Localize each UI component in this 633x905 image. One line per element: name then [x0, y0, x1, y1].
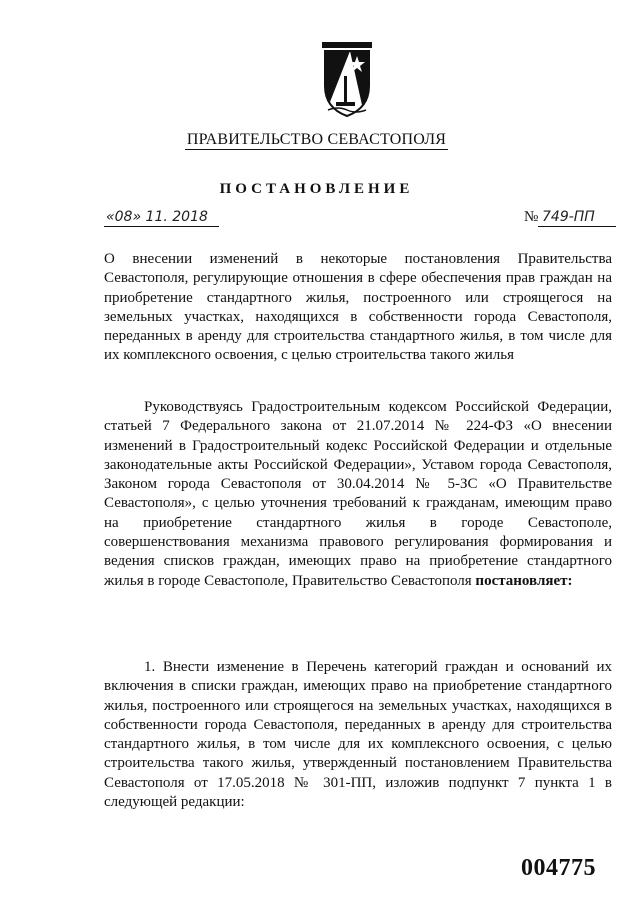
document-date	[104, 209, 219, 229]
document-subject: О внесении изменений в некоторые постановления Правительства Севастополя, регулирующие отношения в сфере обеспечения прав граждан на приобретение стандартного жилья, построенного или строящегося на земельных участках, находящихся в собственности города Севастополя, переданных в аренду для строительства стандартного жилья, в том числе для их комплексного освоения, с целью строительства такого жилья	[104, 251, 612, 364]
handwritten-date: «08» 11. 2018	[106, 209, 208, 225]
government-title: ПРАВИТЕЛЬСТВО СЕВАСТОПОЛЯ	[186, 131, 447, 148]
item-paragraph-1: 1. Внести изменение в Перечень категорий граждан и оснований их включения в списки граждан, имеющих право на приобретение стандартного жилья, построенного или строящегося на земельных участках, находящихся в собственности города Севастополя, переданных в аренду для строительства стандартного жилья, в том числе для их комплексного освоения, с целью строительства такого жилья, утвержденный постановлением Правительства Севастополя от 17.05.2018 № 301-ПП, изложив подпункт 7 пункта 1 в следующей редакции:	[104, 659, 612, 811]
handwritten-number: 749-ПП	[542, 209, 595, 225]
sevastopol-coat-of-arms-emblem	[322, 42, 372, 118]
serial-number: 004775	[521, 855, 596, 881]
resolves-word: постановляет:	[475, 572, 573, 589]
document-type-heading: ПОСТАНОВЛЕНИЕ	[219, 181, 414, 197]
document-number	[524, 209, 616, 229]
preamble-paragraph	[104, 398, 612, 591]
number-sign: №	[524, 209, 539, 225]
preamble-text: Руководствуясь Градостроительным кодексом Российской Федерации, статьей 7 Федерального закона от 21.07.2014 № 224-ФЗ «О внесении изменений в Градостроительный кодекс Российской Федерации и отдельные законодательные акты Российской Федерации», Уставом города Севастополя, Законом города Севастополя от 30.04.2014 № 5-ЗС «О Правительстве Севастополя», с целью уточнения требований к гражданам, имеющим право на приобретение стандартного жилья в городе Севастополе, совершенствования механизма правового регулирования формирования и ведения списков граждан, имеющих право на приобретение стандартного жилья в городе Севастополе, Правительство Севастополя	[104, 399, 612, 589]
